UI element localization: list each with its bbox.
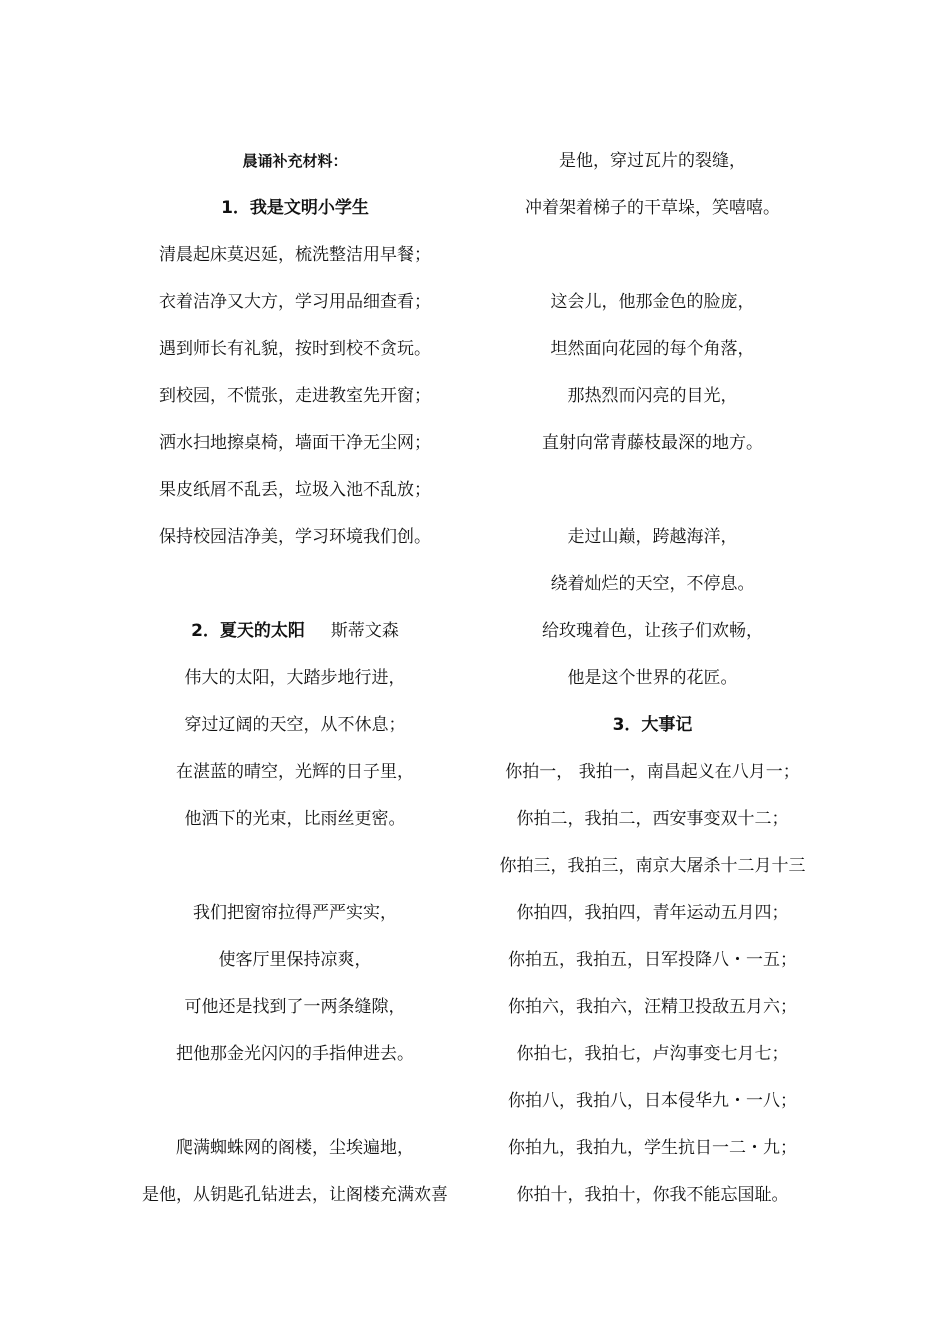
poem-line: 把他那金光闪闪的手指伸进去。 [176, 1044, 414, 1064]
poem-line: 穿过辽阔的天空，从不休息； [184, 715, 406, 735]
poem-line: 可他还是找到了一两条缝隙， [184, 997, 406, 1017]
poem-line: 你拍九，我拍九，学生抗日一二・九； [508, 1138, 797, 1158]
poem-line: 坦然面向花园的每个角落， [550, 339, 755, 359]
poem-line: 到校园，不慌张，走进教室先开窗； [159, 386, 431, 406]
poem-line: 爬满蜘蛛网的阁楼，尘埃遍地， [176, 1138, 414, 1158]
poem-line: 使客厅里保持凉爽， [218, 950, 372, 970]
poem-line: 保持校园洁净美，学习环境我们创。 [159, 527, 431, 547]
poem-line: 我们把窗帘拉得严严实实， [193, 903, 397, 923]
poem-author: 斯蒂文森 [330, 621, 399, 641]
poem-line: 你拍五，我拍五，日军投降八・一五； [508, 950, 797, 970]
poem-line: 直射向常青藤枝最深的地方。 [542, 433, 763, 453]
poem-line: 你拍三，我拍三，南京大屠杀十二月十三 [499, 856, 806, 876]
poem-line: 冲着架着梯子的干草垛，笑嘻嘻。 [525, 198, 780, 218]
poem-line: 绕着灿烂的天空，不停息。 [550, 574, 755, 594]
poem-title-row [130, 621, 460, 641]
poem-title: 3．大事记 [612, 715, 693, 735]
poem-line: 是他，穿过瓦片的裂缝， [559, 151, 746, 171]
poem-line: 遇到师长有礼貌，按时到校不贪玩。 [159, 339, 431, 359]
section-header: 晨诵补充材料： [242, 152, 348, 170]
poem-line: 洒水扫地擦桌椅，墙面干净无尘网； [159, 433, 431, 453]
poem-line: 在湛蓝的晴空，光辉的日子里， [176, 762, 414, 782]
poem-line: 你拍二，我拍二，西安事变双十二； [516, 809, 789, 829]
poem-line: 他是这个世界的花匠。 [567, 668, 738, 688]
poem-line: 清晨起床莫迟延，梳洗整洁用早餐； [159, 245, 431, 265]
poem-line: 你拍四，我拍四，青年运动五月四； [516, 903, 789, 923]
poem-line: 你拍八，我拍八，日本侵华九・一八； [508, 1091, 797, 1111]
poem-line: 果皮纸屑不乱丢，垃圾入池不乱放； [159, 480, 431, 500]
poem-line: 你拍六，我拍六，汪精卫投敌五月六； [508, 997, 797, 1017]
poem-line: 你拍七，我拍七，卢沟事变七月七； [516, 1044, 789, 1064]
poem-line: 你拍一， 我拍一，南昌起义在八月一； [505, 762, 800, 782]
poem-line: 衣着洁净又大方，学习用品细查看； [159, 292, 431, 312]
poem-line: 这会儿，他那金色的脸庞， [550, 292, 755, 312]
poem-line: 给玫瑰着色，让孩子们欢畅， [542, 621, 763, 641]
poem-line: 伟大的太阳，大踏步地行进， [184, 668, 406, 688]
poem-line: 你拍十，我拍十，你我不能忘国耻。 [516, 1185, 789, 1205]
poem-title: 1．我是文明小学生 [221, 198, 369, 218]
poem-line: 那热烈而闪亮的目光， [567, 386, 738, 406]
poem-title: 2．夏天的太阳 [191, 621, 305, 641]
poem-line: 走过山巅，跨越海洋， [567, 527, 738, 547]
poem-line: 是他，从钥匙孔钻进去，让阁楼充满欢喜 [142, 1185, 448, 1205]
poem-line: 他洒下的光束，比雨丝更密。 [184, 809, 406, 829]
